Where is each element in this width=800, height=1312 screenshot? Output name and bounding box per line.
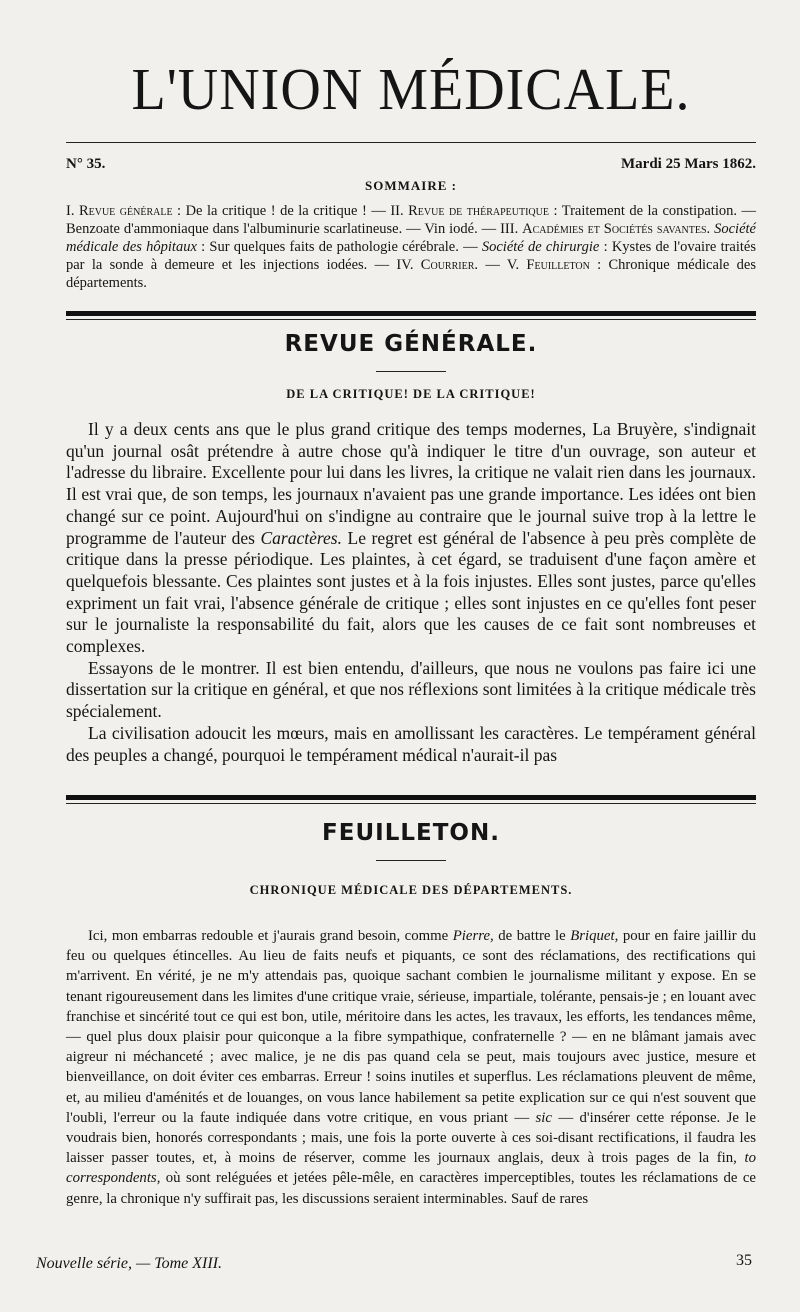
revue-paragraph: Essayons de le montrer. Il est bien entendu, d'ailleurs, que nous ne voulons pas faire ici une dissertation sur la critique en général, et que nos réflexions sont limitées à la critique médicale très spécialement. <box>66 657 756 722</box>
page-number: 35 <box>736 1252 752 1269</box>
section-divider-thin <box>66 319 756 320</box>
footer-series: Nouvelle série, — Tome XIII. <box>36 1255 223 1272</box>
feuilleton-paragraph: Ici, mon embarras redouble et j'aurais grand besoin, comme Pierre, de battre le Briquet, pour en faire jaillir du feu ou quelques étincelles. Au lieu de faits neufs et piquants, ce sont des réclamations, des rectifications qui m'arrivent. En vérité, je ne m'y attendais pas, quoique sachant combien le journalisme militant y expose. En se tenant rigoureusement dans les limites d'une critique vraie, sérieuse, impartiale, tolérante, pensais-je ; en louant avec franchise et sincérité tout ce qui est bon, utile, méritoire dans les actes, les travaux, les efforts, les tendances même, — quel plus doux plaisir pour quiconque a la fibre sympathique, confraternelle ? — en ne blâmant jamais avec aigreur ni méchanceté ; avec malice, je ne dis pas quand cela se peut, mais toujours avec justice, mesure et bienveillance, on doit éviter ces embarras. Erreur ! soins inutiles et superflus. Les réclamations pleuvent de même, et, au milieu d'aménités et de louanges, on vous lance habilement sa petite explication sur ce qui n'est souvent que l'oubli, l'erreur ou la faute indiquée dans votre critique, en vous priant — sic — d'insérer cette réponse. Je le voudrais bien, honorés correspondants ; mais, une fois la porte ouverte à ces soi-disant rectifications, il faudra les laisser passer toutes, et, à moins de réserver, comme les journaux anglais, deux à trois pages de la fin, to correspondents, où sont reléguées et jetées pêle-mêle, en caractères imperceptibles, toutes les réclamations de ce genre, la chronique n'y suffirait pas, les discussions seraient interminables. Sauf de rares <box>66 928 756 1207</box>
section-divider-thick <box>66 311 756 316</box>
issue-number: N° 35. <box>66 156 106 172</box>
revue-paragraph: La civilisation adoucit les mœurs, mais en amollissant les caractères. Le tempérament général des peuples a changé, pourquoi le tempérament médical n'aurait-il pas <box>66 722 756 765</box>
feuilleton-body <box>66 926 756 1209</box>
feuilleton-title: FEUILLETON. <box>322 820 500 846</box>
sommaire-heading: SOMMAIRE : <box>365 178 457 193</box>
issue-date: Mardi 25 Mars 1862. <box>621 156 756 172</box>
feuilleton-divider-thick <box>66 795 756 800</box>
article-title: DE LA CRITIQUE! DE LA CRITIQUE! <box>286 387 536 401</box>
feuilleton-underline <box>376 860 446 861</box>
revue-generale-title: REVUE GÉNÉRALE. <box>284 331 538 357</box>
masthead-title: L'UNION MÉDICALE. <box>131 57 691 123</box>
title-underline <box>376 371 446 372</box>
sommaire-text: I. Revue générale : De la critique ! de la critique ! — II. Revue de thérapeutique : Traitement de la constipation. — Benzoate d'ammoniaque dans l'albuminurie scarlatineuse. — Vin iodé. — III. Académies et Sociétés savantes. Société médicale des hôpitaux : Sur quelques faits de pathologie cérébrale. — Société de chirurgie : Kystes de l'ovaire traités par la sonde à demeure et les injections iodées. — IV. Courrier. — V. Feuilleton : Chronique médicale des départements. <box>66 203 757 291</box>
revue-paragraph: Il y a deux cents ans que le plus grand critique des temps modernes, La Bruyère, s'indignait qu'un journal osât prétendre à autre chose qu'à indiquer le titre d'un ouvrage, son auteur et l'adresse du libraire. Excellente pour lui dans les livres, la critique ne valait rien dans les journaux. Il est vrai que, de son temps, les journaux n'avaient pas une grande importance. Les idées ont bien changé sur ce point. Aujourd'hui on s'indigne au contraire que le journal suive trop à la lettre le programme de l'auteur des Caractères. Le regret est général de l'absence à peu près complète de critique dans la presse périodique. Les plaintes, à cet égard, se traduisent d'une façon amère et quelquefois blessante. Ces plaintes sont justes et à la fois injustes. Elles sont justes, parce qu'elles expriment un fait vrai, l'absence générale de critique ; elles sont injustes en ce qu'elles font peser sur le journaliste la responsabilité du fait, alors que les causes de ce fait sont nombreuses et complexes. <box>66 419 757 657</box>
revue-body <box>66 419 756 766</box>
feuilleton-article-title: CHRONIQUE MÉDICALE DES DÉPARTEMENTS. <box>249 883 573 897</box>
feuilleton-divider-thin <box>66 803 756 804</box>
masthead-rule <box>66 142 756 143</box>
